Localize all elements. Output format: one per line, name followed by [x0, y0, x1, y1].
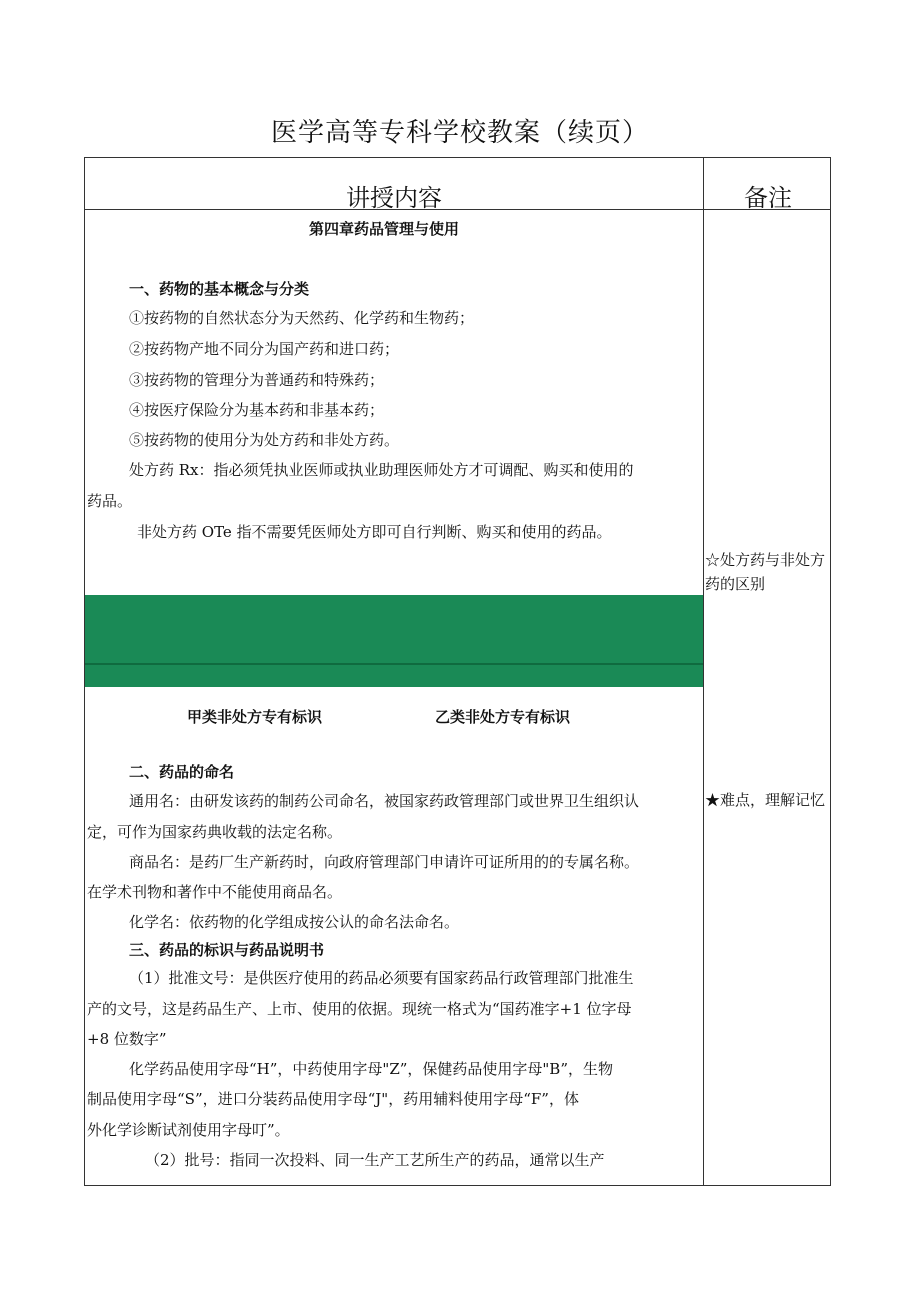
page-title: 医学高等专科学校教案（续页） — [270, 118, 649, 148]
header-content: 讲授内容 — [346, 184, 442, 212]
letter-codes-cont: 外化学诊断试剂使用字母叮”。 — [87, 1121, 290, 1139]
otc-logo-banner — [85, 595, 703, 687]
rx-definition: 处方药 Rx：指必须凭执业医师或执业助理医师处方才可调配、购买和使用的 — [129, 461, 634, 479]
section1-heading: 一、药物的基本概念与分类 — [129, 280, 310, 298]
lesson-plan-table — [84, 157, 831, 1186]
rx-definition-cont: 药品。 — [87, 492, 133, 510]
banner-divider — [85, 663, 703, 665]
otc-a-label: 甲类非处方专有标识 — [187, 708, 323, 726]
letter-codes-cont: 制品使用字母“S”，进口分装药品使用字母“J"，药用辅料使用字母“F”，体 — [87, 1090, 579, 1108]
section2-heading: 二、药品的命名 — [129, 763, 235, 781]
generic-name-cont: 定，可作为国家药典收载的法定名称。 — [87, 823, 343, 841]
approval-number-cont: 产的文号，这是药品生产、上市、使用的依据。现统一格式为“国药准字+1 位字母 — [87, 1000, 632, 1018]
column-divider — [703, 158, 704, 1185]
batch-number: （2）批号：指同一次投料、同一生产工艺所生产的药品，通常以生产 — [145, 1151, 605, 1169]
letter-codes: 化学药品使用字母“H”，中药使用字母"Z”，保健药品使用字母"B”，生物 — [129, 1060, 614, 1078]
trade-name: 商品名：是药厂生产新药时，向政府管理部门申请许可证所用的的专属名称。 — [129, 853, 640, 871]
approval-number: （1）批准文号：是供医疗使用的药品必须要有国家药品行政管理部门批准生 — [129, 969, 634, 987]
section3-heading: 三、药品的标识与药品说明书 — [129, 941, 325, 959]
header-notes: 备注 — [744, 184, 792, 212]
chemical-name: 化学名：依药物的化学组成按公认的命名法命名。 — [129, 913, 460, 931]
classification-item: ③按药物的管理分为普通药和特殊药； — [129, 371, 385, 389]
approval-number-cont: +8 位数字” — [87, 1030, 167, 1048]
chapter-title: 第四章药品管理与使用 — [309, 220, 460, 238]
otc-b-label: 乙类非处方专有标识 — [435, 708, 571, 726]
note-rx-otc-difference: ☆处方药与非处方药的区别 — [705, 551, 826, 593]
trade-name-cont: 在学术刊物和著作中不能使用商品名。 — [87, 883, 343, 901]
generic-name: 通用名：由研发该药的制药公司命名，被国家药政管理部门或世界卫生组织认 — [129, 792, 640, 810]
classification-item: ①按药物的自然状态分为天然药、化学药和生物药； — [129, 309, 475, 327]
classification-item: ④按医疗保险分为基本药和非基本药； — [129, 401, 385, 419]
otc-definition: 非处方药 OTe 指不需要凭医师处方即可自行判断、购买和使用的药品。 — [137, 523, 612, 541]
note-difficulty: ★难点，理解记忆 — [705, 791, 826, 809]
classification-item: ⑤按药物的使用分为处方药和非处方药。 — [129, 431, 400, 449]
classification-item: ②按药物产地不同分为国产药和进口药； — [129, 340, 400, 358]
